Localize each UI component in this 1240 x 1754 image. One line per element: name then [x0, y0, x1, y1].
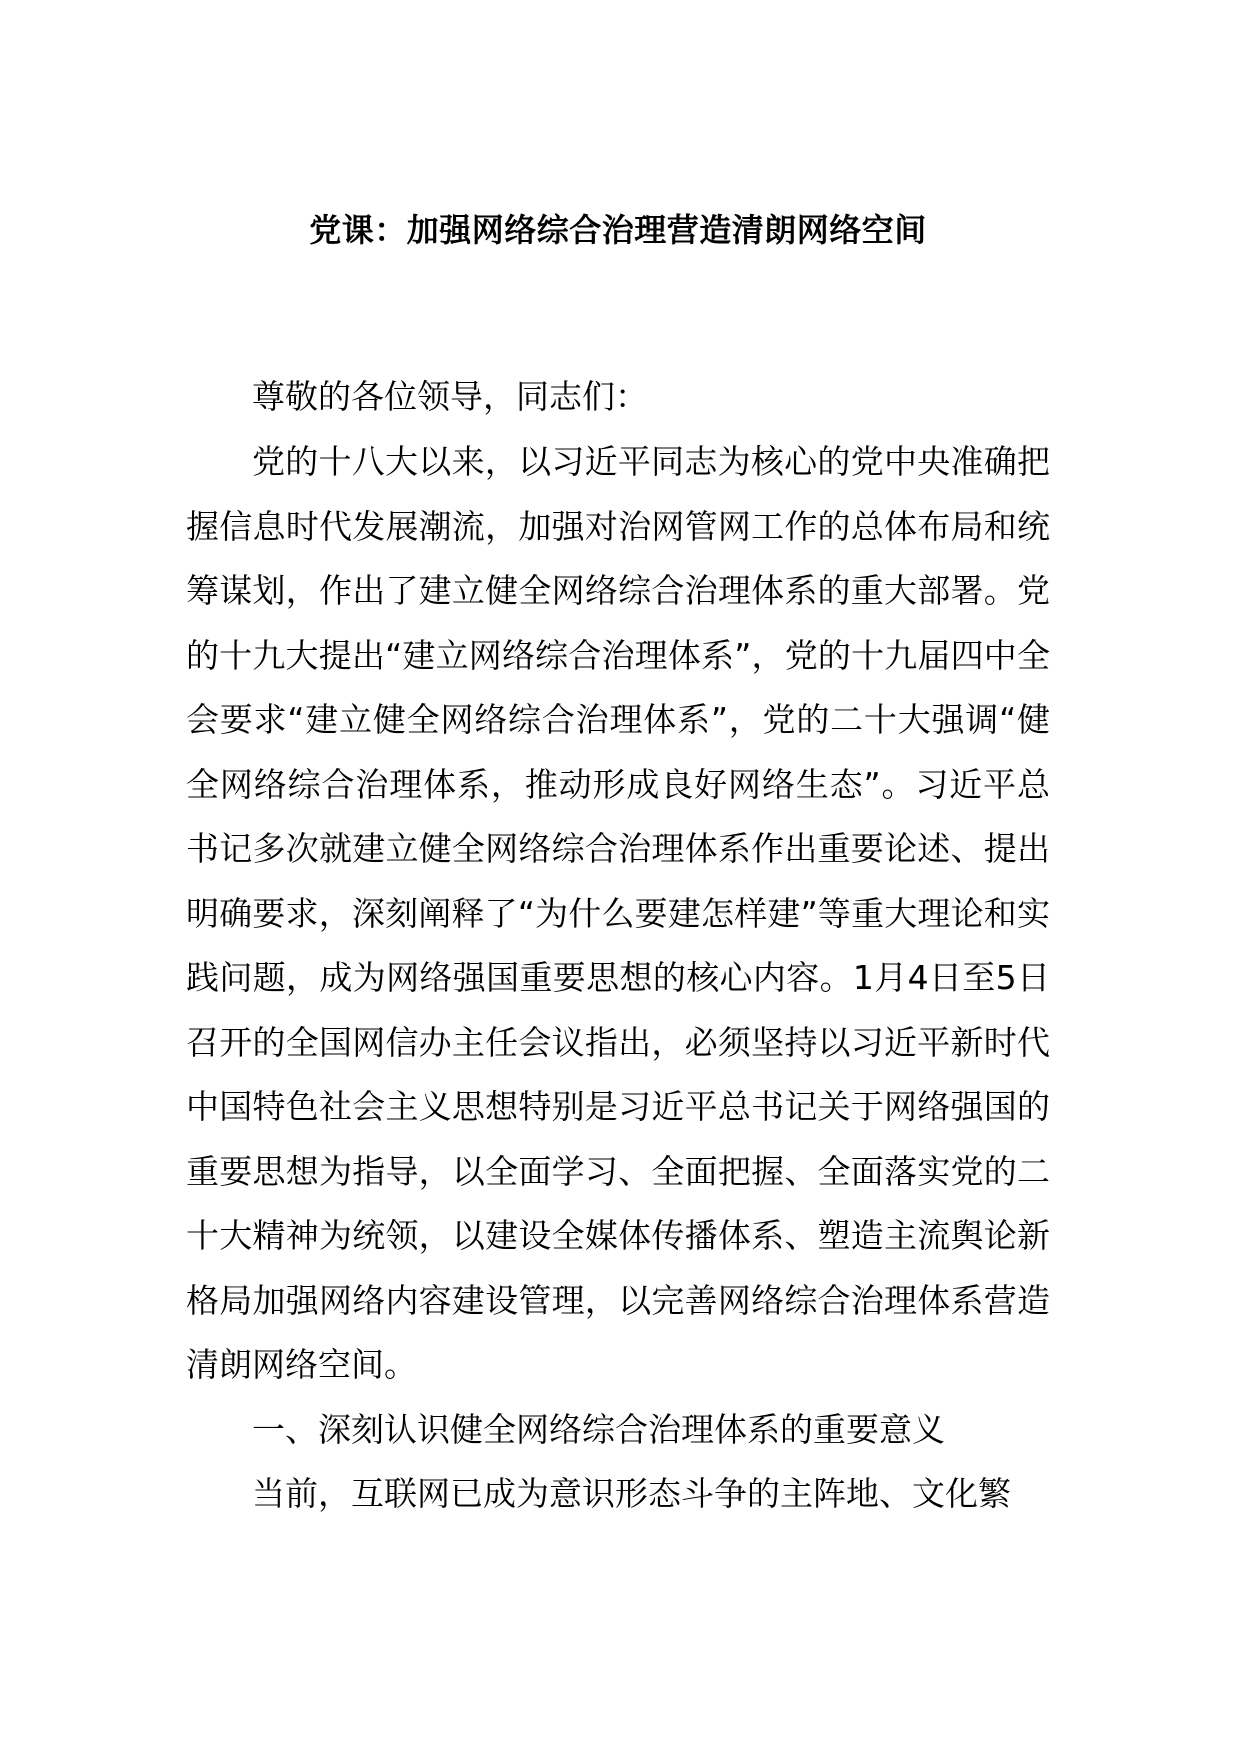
greeting-line: 尊敬的各位领导，同志们： [252, 377, 648, 416]
document-body [186, 430, 1050, 1527]
section-heading-1: 一、深刻认识健全网络综合治理体系的重要意义 [252, 1409, 945, 1449]
document-title: 党课：加强网络综合治理营造清朗网络空间 [309, 211, 927, 249]
paragraph-section-1: 当前，互联网已成为意识形态斗争的主阵地、文化繁 [252, 1474, 1011, 1513]
paragraph-intro: 党的十八大以来，以习近平同志为核心的党中央准确把握信息时代发展潮流，加强对治网管网工作的总体布局和统筹谋划，作出了建立健全网络综合治理体系的重大部署。党的十九大提出“建立网络综合治理体系”，党的十九届四中全会要求“建立健全网络综合治理体系”，党的二十大强调“健全网络综合治理体系，推动形成良好网络生态”。习近平总书记多次就建立健全网络综合治理体系作出重要论述、提出明确要求，深刻阐释了“为什么要建怎样建”等重大理论和实践问题，成为网络强国重要思想的核心内容。1月4日至5日召开的全国网信办主任会议指出，必须坚持以习近平新时代中国特色社会主义思想特别是习近平总书记关于网络强国的重要思想为指导，以全面学习、全面把握、全面落实党的二十大精神为统领，以建设全媒体传播体系、塑造主流舆论新格局加强网络内容建设管理，以完善网络综合治理体系营造清朗网络空间。 [186, 442, 1050, 1384]
